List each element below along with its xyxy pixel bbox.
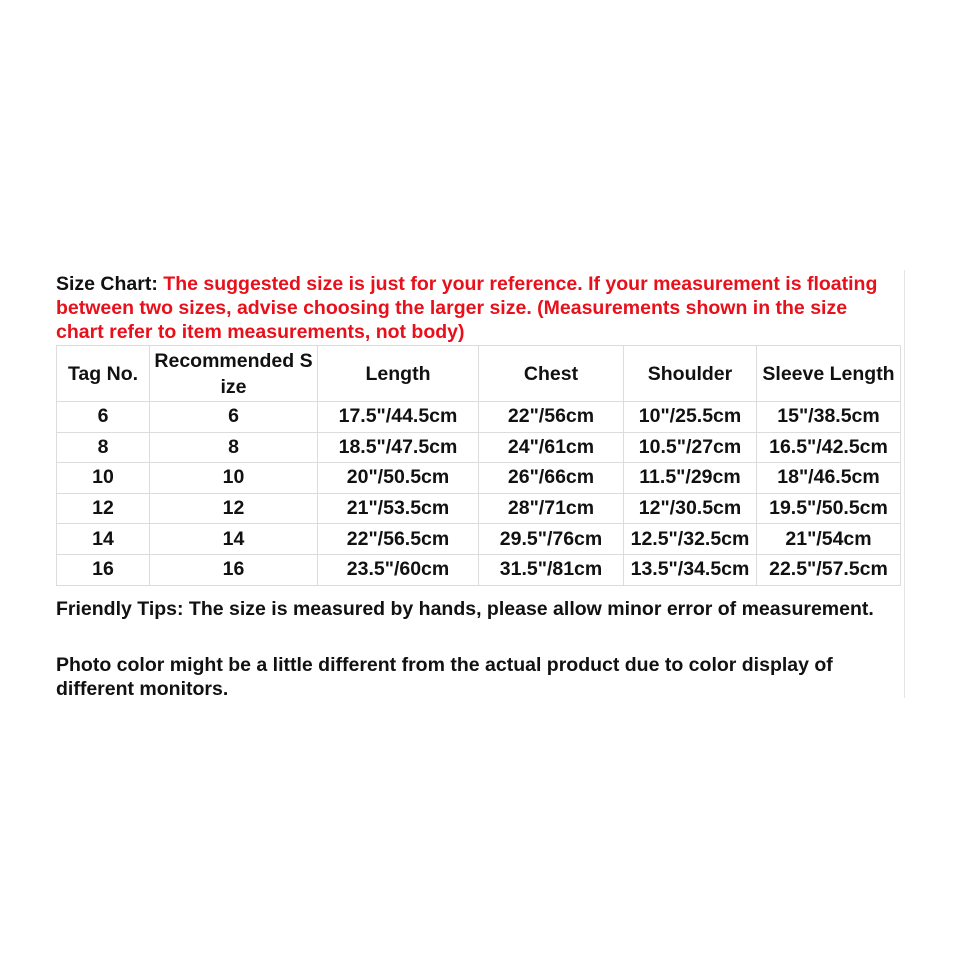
cell-shoulder: 13.5"/34.5cm (624, 554, 757, 585)
cell-shoulder: 10.5"/27cm (624, 432, 757, 463)
cell-chest: 29.5"/76cm (479, 524, 624, 555)
size-chart-note: The suggested size is just for your reference. If your measurement is floating between two sizes, advise choosing the larger size. (Measurements shown in the size chart refer to item measurements, not body) (56, 273, 878, 343)
cell-length: 22"/56.5cm (318, 524, 479, 555)
cell-tag-no: 14 (57, 524, 150, 555)
cell-shoulder: 10"/25.5cm (624, 402, 757, 433)
cell-shoulder: 12.5"/32.5cm (624, 524, 757, 555)
cell-sleeve-length: 19.5"/50.5cm (757, 493, 901, 524)
table-row (57, 493, 901, 524)
table-header-row (57, 346, 901, 402)
header-recommended-size (150, 346, 318, 402)
cell-recommended-size: 12 (150, 493, 318, 524)
color-disclaimer: Photo color might be a little different from the actual product due to color display of different monitors. (56, 654, 833, 700)
table-row (57, 524, 901, 555)
cell-length: 23.5"/60cm (318, 554, 479, 585)
cell-tag-no: 16 (57, 554, 150, 585)
header-length: Length (318, 346, 479, 402)
table-row (57, 402, 901, 433)
cell-chest: 28"/71cm (479, 493, 624, 524)
cell-length: 18.5"/47.5cm (318, 432, 479, 463)
cell-chest: 31.5"/81cm (479, 554, 624, 585)
cell-chest: 26"/66cm (479, 463, 624, 494)
table-row (57, 554, 901, 585)
size-chart-sheet (56, 270, 905, 698)
header-sleeve-length (757, 346, 901, 402)
cell-tag-no: 8 (57, 432, 150, 463)
cell-sleeve-length: 21"/54cm (757, 524, 901, 555)
cell-recommended-size: 16 (150, 554, 318, 585)
cell-sleeve-length: 18"/46.5cm (757, 463, 901, 494)
cell-length: 21"/53.5cm (318, 493, 479, 524)
header-tag-no: Tag No. (57, 346, 150, 402)
cell-sleeve-length: 16.5"/42.5cm (757, 432, 901, 463)
cell-recommended-size: 10 (150, 463, 318, 494)
header-shoulder: Shoulder (624, 346, 757, 402)
size-table (56, 345, 901, 586)
header-chest: Chest (479, 346, 624, 402)
header-recommended-size-text: Recommended Size (154, 349, 313, 398)
header-sleeve-length-text: Sleeve Length (762, 362, 895, 385)
cell-chest: 22"/56cm (479, 402, 624, 433)
cell-sleeve-length: 22.5"/57.5cm (757, 554, 901, 585)
cell-length: 17.5"/44.5cm (318, 402, 479, 433)
cell-recommended-size: 14 (150, 524, 318, 555)
cell-recommended-size: 6 (150, 402, 318, 433)
cell-tag-no: 12 (57, 493, 150, 524)
cell-tag-no: 10 (57, 463, 150, 494)
friendly-tips: Friendly Tips: The size is measured by hands, please allow minor error of measurement. (56, 598, 874, 620)
cell-chest: 24"/61cm (479, 432, 624, 463)
table-row (57, 463, 901, 494)
cell-shoulder: 12"/30.5cm (624, 493, 757, 524)
cell-length: 20"/50.5cm (318, 463, 479, 494)
cell-sleeve-length: 15"/38.5cm (757, 402, 901, 433)
cell-shoulder: 11.5"/29cm (624, 463, 757, 494)
size-chart-intro (56, 272, 896, 344)
cell-tag-no: 6 (57, 402, 150, 433)
table-row (57, 432, 901, 463)
cell-recommended-size: 8 (150, 432, 318, 463)
size-chart-label: Size Chart: (56, 273, 164, 295)
